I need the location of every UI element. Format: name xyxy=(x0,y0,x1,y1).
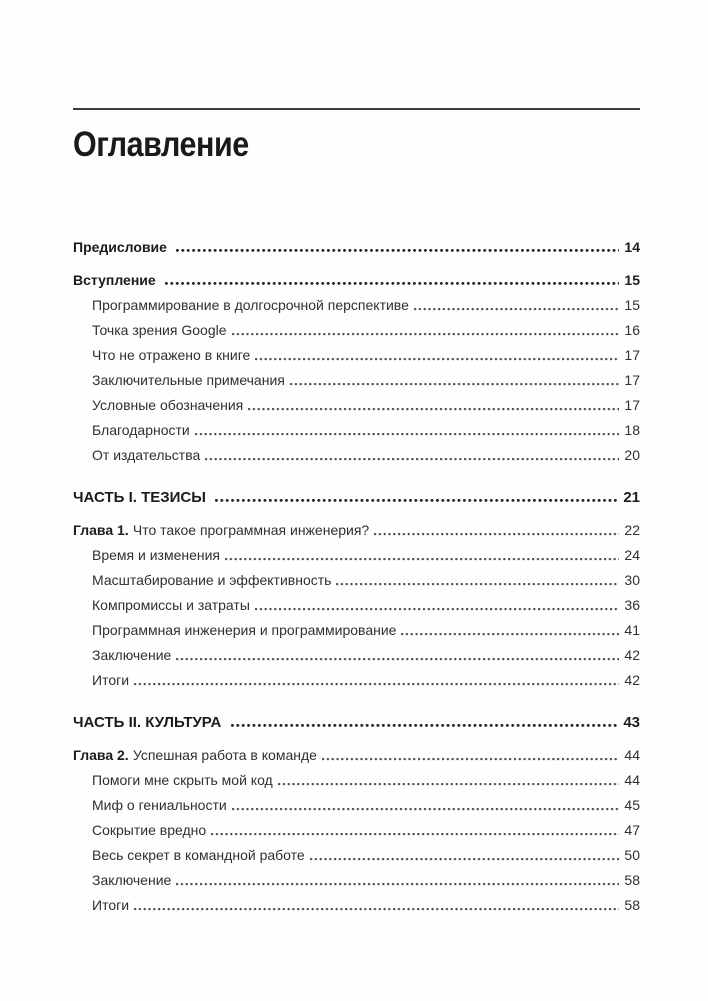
toc-entry-label-text: Благодарности xyxy=(92,422,190,438)
toc-entry xyxy=(73,265,640,290)
toc-entry-label xyxy=(73,238,171,257)
page-number: 42 xyxy=(624,647,640,663)
toc-entry-label xyxy=(73,746,317,765)
dot-leader xyxy=(255,358,619,361)
toc-entry-label xyxy=(92,596,250,615)
dot-leader xyxy=(176,883,619,886)
toc-entry xyxy=(73,482,640,507)
toc-entry xyxy=(73,390,640,415)
page-number: 14 xyxy=(624,239,640,255)
toc-entry-label-text: Что такое программная инженерия? xyxy=(132,522,370,538)
page-number: 44 xyxy=(624,772,640,788)
toc-entry xyxy=(73,865,640,890)
toc-entry-label xyxy=(73,713,226,732)
toc-entry-label xyxy=(92,671,129,690)
dot-leader xyxy=(215,499,618,503)
dot-leader xyxy=(231,724,618,728)
dot-leader xyxy=(176,249,619,253)
toc-entry-label-text: Программирование в долгосрочной перспективе xyxy=(92,297,409,313)
toc-entry-label xyxy=(92,771,273,790)
dot-leader xyxy=(211,833,619,836)
toc-entry-label xyxy=(73,521,369,540)
toc-entry-label xyxy=(92,646,171,665)
toc-entry-label xyxy=(92,396,243,415)
toc-entry xyxy=(73,315,640,340)
toc-entry xyxy=(73,707,640,732)
toc-entry-label-text: Итоги xyxy=(92,897,130,913)
toc-entry-label-text: Заключение xyxy=(92,872,172,888)
toc-entry xyxy=(73,840,640,865)
toc-entry-label-text: Программная инженерия и программирование xyxy=(92,622,397,638)
page-number: 50 xyxy=(624,847,640,863)
toc-entry-label-text: Миф о гениальности xyxy=(92,797,227,813)
toc-entry xyxy=(73,515,640,540)
toc-entry-label xyxy=(92,896,129,915)
toc-entry-label xyxy=(92,571,331,590)
toc-entry xyxy=(73,565,640,590)
toc-entry-label xyxy=(92,546,220,565)
page-number: 17 xyxy=(624,347,640,363)
page-number: 20 xyxy=(624,447,640,463)
page-number: 18 xyxy=(624,422,640,438)
toc-entry xyxy=(73,640,640,665)
page-number: 15 xyxy=(624,297,640,313)
toc-entry-label-text: Масштабирование и эффективность xyxy=(92,572,332,588)
dot-leader xyxy=(322,758,619,761)
page-number: 58 xyxy=(624,897,640,913)
toc-entry xyxy=(73,615,640,640)
toc-entry-label-bold: ЧАСТЬ I. ТЕЗИСЫ xyxy=(73,489,206,506)
page-number: 36 xyxy=(624,597,640,613)
page-number: 43 xyxy=(623,714,640,731)
dot-leader xyxy=(165,282,620,286)
toc-entry-label-text: Что не отражено в книге xyxy=(92,347,251,363)
toc-entry xyxy=(73,540,640,565)
page-number: 45 xyxy=(624,797,640,813)
dot-leader xyxy=(290,383,620,386)
dot-leader xyxy=(195,433,620,436)
toc-entry-label-bold: Вступление xyxy=(73,272,156,288)
page-number: 42 xyxy=(624,672,640,688)
toc-entry-label-bold: ЧАСТЬ II. КУЛЬТУРА xyxy=(73,714,222,731)
toc-entry-label xyxy=(92,871,171,890)
toc-entry-label xyxy=(92,846,305,865)
toc-entry-label-bold: Глава 2. xyxy=(73,747,129,763)
toc-entry-label xyxy=(92,321,227,340)
toc-entry-label xyxy=(92,346,250,365)
toc-entry xyxy=(73,665,640,690)
toc-entry-label xyxy=(92,796,227,815)
dot-leader xyxy=(255,608,620,611)
page-number: 15 xyxy=(624,272,640,288)
toc-entry-label-text: Сокрытие вредно xyxy=(92,822,207,838)
toc-entry-label-text: Итоги xyxy=(92,672,130,688)
toc-entry-label xyxy=(73,488,210,507)
page-number: 24 xyxy=(624,547,640,563)
title-divider xyxy=(73,108,640,110)
toc-entry-label xyxy=(92,371,285,390)
dot-leader xyxy=(414,308,620,311)
page-number: 30 xyxy=(624,572,640,588)
toc-entry-label xyxy=(92,296,409,315)
toc-entry-label-text: Помоги мне скрыть мой код xyxy=(92,772,273,788)
toc-entry-label xyxy=(73,271,160,290)
toc-entry xyxy=(73,765,640,790)
dot-leader xyxy=(374,533,619,536)
toc-entry-label-text: От издательства xyxy=(92,447,201,463)
toc-entry xyxy=(73,440,640,465)
dot-leader xyxy=(248,408,619,411)
toc-list xyxy=(73,224,640,915)
dot-leader xyxy=(134,908,619,911)
toc-entry-label-bold: Предисловие xyxy=(73,239,167,255)
page-number: 17 xyxy=(624,372,640,388)
toc-entry-label-text: Точка зрения Google xyxy=(92,322,227,338)
page-number: 16 xyxy=(624,322,640,338)
toc-entry-label-text: Успешная работа в команде xyxy=(132,747,317,763)
toc-entry xyxy=(73,290,640,315)
toc-entry xyxy=(73,590,640,615)
dot-leader xyxy=(225,558,619,561)
toc-entry-label-text: Время и изменения xyxy=(92,547,221,563)
page-number: 21 xyxy=(623,489,640,506)
toc-entry xyxy=(73,415,640,440)
toc-entry-label-text: Заключение xyxy=(92,647,172,663)
dot-leader xyxy=(205,458,619,461)
toc-entry xyxy=(73,740,640,765)
toc-entry-label xyxy=(92,446,200,465)
dot-leader xyxy=(232,808,620,811)
page-number: 47 xyxy=(624,822,640,838)
dot-leader xyxy=(310,858,620,861)
page-number: 44 xyxy=(624,747,640,763)
toc-entry-label-text: Весь секрет в командной работе xyxy=(92,847,305,863)
toc-entry xyxy=(73,232,640,257)
page-number: 58 xyxy=(624,872,640,888)
toc-entry xyxy=(73,890,640,915)
toc-entry-label xyxy=(92,621,396,640)
toc-entry-label-bold: Глава 1. xyxy=(73,522,129,538)
toc-content xyxy=(73,108,640,915)
page-number: 22 xyxy=(624,522,640,538)
dot-leader xyxy=(336,583,619,586)
toc-entry-label xyxy=(92,821,206,840)
dot-leader xyxy=(278,783,620,786)
dot-leader xyxy=(401,633,619,636)
toc-entry-label-text: Условные обозначения xyxy=(92,397,244,413)
toc-entry xyxy=(73,365,640,390)
dot-leader xyxy=(232,333,620,336)
page-number: 41 xyxy=(624,622,640,638)
dot-leader xyxy=(176,658,619,661)
toc-entry xyxy=(73,790,640,815)
toc-entry xyxy=(73,815,640,840)
page-number: 17 xyxy=(624,397,640,413)
toc-entry-label-text: Заключительные примечания xyxy=(92,372,285,388)
dot-leader xyxy=(134,683,619,686)
toc-entry xyxy=(73,340,640,365)
page-title: Оглавление xyxy=(73,125,249,164)
toc-entry-label-text: Компромиссы и затраты xyxy=(92,597,250,613)
toc-entry-label xyxy=(92,421,190,440)
